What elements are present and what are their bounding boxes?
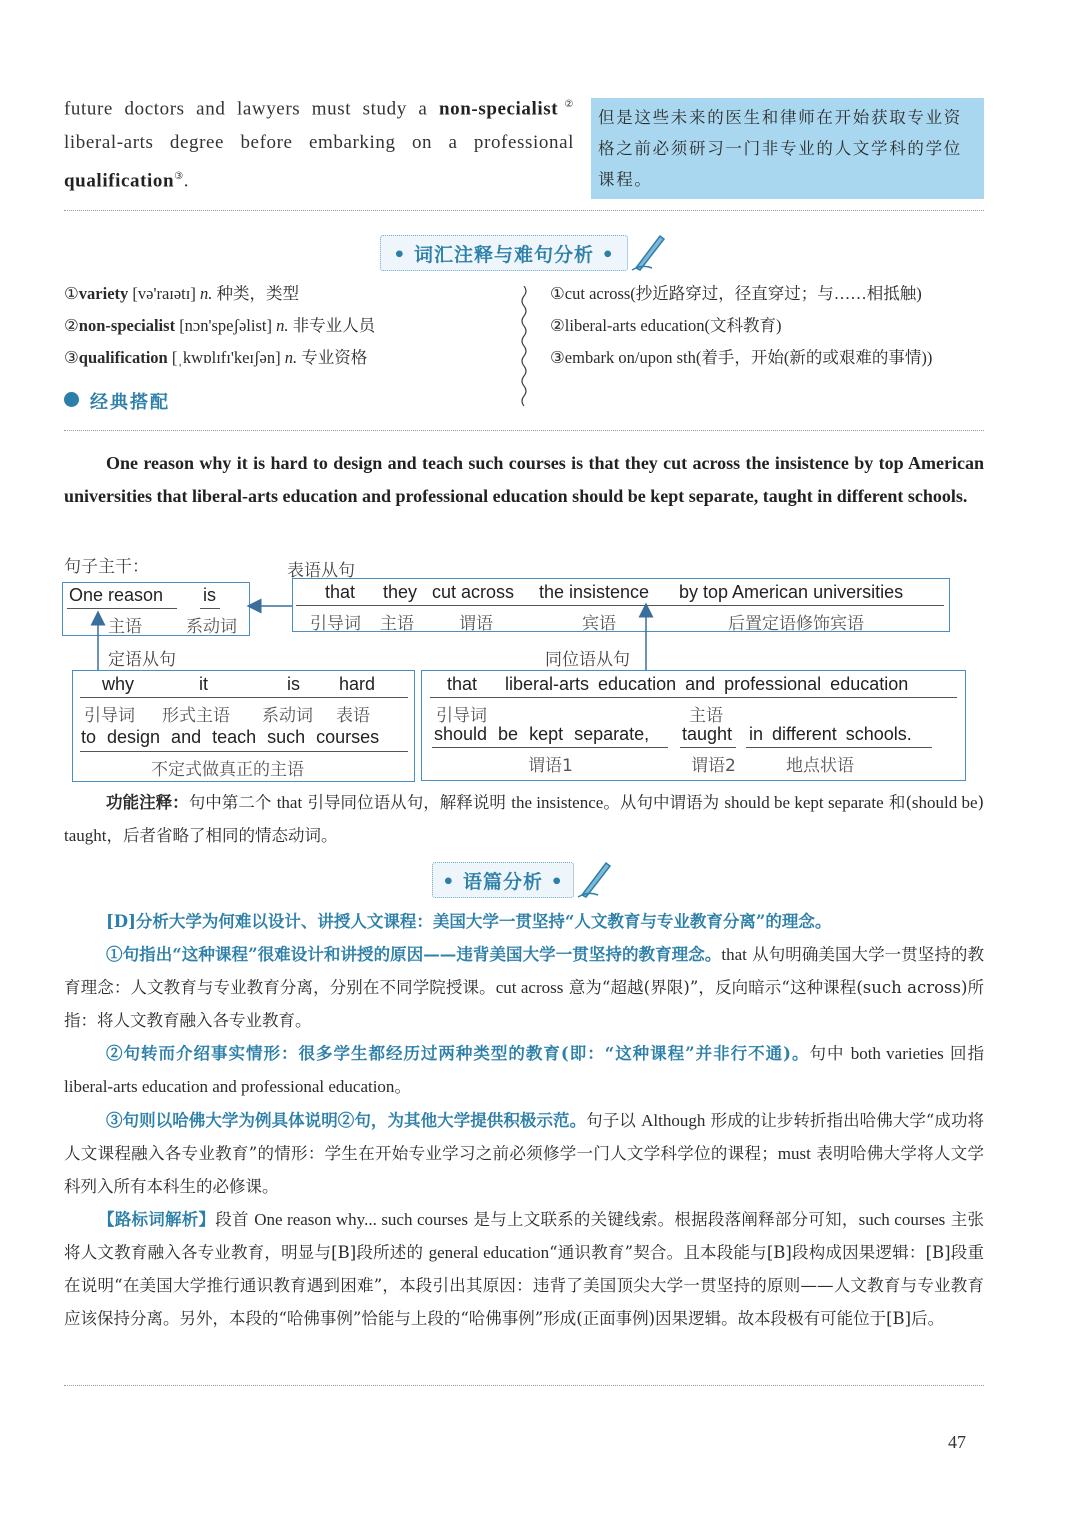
clause-word: taught bbox=[682, 724, 733, 744]
translation-text: 但是这些未来的医生和律师在开始获取专业资格之前必须研习一门非专业的人文学科的学位课程。 bbox=[598, 108, 962, 189]
clause-word: it bbox=[199, 674, 208, 694]
clause-word: that bbox=[447, 674, 478, 694]
analysis-paragraph-1: ①句指出“这种课程”很难设计和讲授的原因——违背美国大学一贯坚持的教育理念。that 从句明确美国大学一贯坚持的教育理念：人文教育与专业教育分离，分别在不同学院授课。cut across 意为“超越(界限)”，反向暗示“这种课程(such across)所指：将人文教育融入各专业教育。 bbox=[64, 945, 985, 1030]
vocab-item: ②non-specialist [nɔn'speʃəlist] n. 非专业人员 bbox=[64, 316, 376, 335]
clause-word: they bbox=[383, 582, 418, 602]
main-subject-word: One reason bbox=[69, 585, 164, 605]
footnote-mark: ② bbox=[558, 99, 574, 110]
analysis-d-summary: [D]分析大学为何难以设计、讲授人文课程：美国大学一贯坚持“人文教育与专业教育分离”的理念。 bbox=[106, 912, 832, 931]
role-label: 引导词 bbox=[436, 706, 487, 726]
phrase-item: ①cut across(抄近路穿过，径直穿过；与……相抵触) bbox=[550, 284, 922, 303]
intro-keyword: non-specialist bbox=[438, 98, 559, 120]
intro-text: liberal-arts degree before embarking on a professional bbox=[64, 132, 574, 154]
role-label: 表语 bbox=[336, 706, 370, 726]
function-note: 功能注释：句中第二个 that 引导同位语从句，解释说明 the insistence。从句中谓语为 should be kept separate 和(should be) taught，后者省略了相同的情态动词。 bbox=[64, 793, 985, 845]
clause-word: cut across bbox=[432, 582, 515, 602]
role-label: 后置定语修饰宾语 bbox=[728, 614, 864, 634]
clause-word: liberal-arts education and professional education bbox=[505, 674, 909, 694]
intro-keyword: qualification bbox=[64, 170, 175, 192]
clause-word: should be kept separate, bbox=[434, 724, 650, 744]
analysis-paragraph-3: ③句则以哈佛大学为例具体说明②句，为其他大学提供积极示范。句子以 Although 形成的让步转折指出哈佛大学“成功将人文课程融入各专业教育”的情形：学生在开始专业学习之前必须修学一门人文学科学位的课程；must 表明哈佛大学将人文学科列入所有本科生的必修课。 bbox=[64, 1111, 985, 1196]
analyzed-sentence: One reason why it is hard to design and teach such courses is that they cut across the insistence by top American universities that liberal-arts education and professional education should be kept separate, taught in different schools. bbox=[64, 453, 984, 506]
role-label: 形式主语 bbox=[162, 706, 230, 726]
role-label: 主语 bbox=[108, 617, 142, 637]
pen-icon bbox=[576, 857, 614, 899]
footnote-mark: ③ bbox=[174, 171, 184, 183]
clause-word: that bbox=[325, 582, 356, 602]
intro-text: future doctors and lawyers must study a bbox=[64, 98, 439, 120]
clause-word: in different schools. bbox=[749, 724, 912, 744]
clause-word: is bbox=[287, 674, 300, 694]
analysis-signpost: 【路标词解析】段首 One reason why... such courses 是与上文联系的关键线索。根据段落阐释部分可知，such courses 主张将人文教育融入各专业教育，明显与[B]段所述的 general education“通识教育”契合。且本段能与[B]段构成因果逻辑：[B]段重在说明“在美国大学推行通识教育遇到困难”，本段引出其原因：违背了美国顶尖大学一贯坚持的原则——人文教育与专业教育应该保持分离。另外，本段的“哈佛事例”恰能与上段的“哈佛事例”形成(正面事例)因果逻辑。故本段极有可能位于[B]后。 bbox=[64, 1210, 985, 1328]
role-label: 系动词 bbox=[262, 706, 313, 726]
role-label: 谓语2 bbox=[691, 756, 736, 776]
role-label: 谓语 bbox=[459, 614, 493, 634]
clause-word: why bbox=[102, 674, 135, 694]
clause-word: by top American universities bbox=[679, 582, 904, 602]
role-label: 不定式做真正的主语 bbox=[151, 760, 304, 780]
role-label: 主语 bbox=[380, 614, 414, 634]
role-label: 主语 bbox=[689, 706, 723, 726]
clause-word: hard bbox=[339, 674, 376, 694]
phrase-item: ③embark on/upon sth(着手，开始(新的或艰难的事情)) bbox=[550, 348, 933, 367]
divider bbox=[64, 1385, 984, 1386]
clause-word: the insistence bbox=[539, 582, 650, 602]
role-label: 引导词 bbox=[84, 706, 135, 726]
vocab-item: ③qualification [ˌkwɒlɪfɪ'keɪʃən] n. 专业资格 bbox=[64, 348, 368, 367]
main-verb-word: is bbox=[203, 585, 216, 605]
phrase-item: ②liberal-arts education(文科教育) bbox=[550, 316, 782, 335]
label-predicative-clause: 表语从句 bbox=[287, 561, 355, 581]
label-attributive-clause: 定语从句 bbox=[108, 650, 176, 670]
label-main-clause: 句子主干： bbox=[64, 557, 149, 577]
clause-word: to design and teach such courses bbox=[81, 727, 380, 747]
role-label: 系动词 bbox=[186, 617, 237, 637]
role-label: 引导词 bbox=[310, 614, 361, 634]
section-header-vocab: • 词汇注释与难句分析 • bbox=[380, 235, 628, 271]
classic-collocation-label: 经典搭配 bbox=[90, 392, 170, 413]
intro-text: . bbox=[183, 170, 190, 192]
role-label: 地点状语 bbox=[786, 756, 854, 776]
vocab-item: ①variety [və'raɪətɪ] n. 种类，类型 bbox=[64, 284, 299, 303]
section-header-analysis: • 语篇分析 • bbox=[432, 862, 574, 898]
role-label: 谓语1 bbox=[528, 756, 573, 776]
page-number: 47 bbox=[948, 1432, 966, 1452]
role-label: 宾语 bbox=[582, 614, 616, 634]
label-appositive-clause: 同位语从句 bbox=[545, 650, 630, 670]
analysis-paragraph-2: ②句转而介绍事实情形：很多学生都经历过两种类型的教育(即：“这种课程”并非行不通)。句中 both varieties 回指 liberal-arts education and professional education。 bbox=[64, 1044, 984, 1096]
